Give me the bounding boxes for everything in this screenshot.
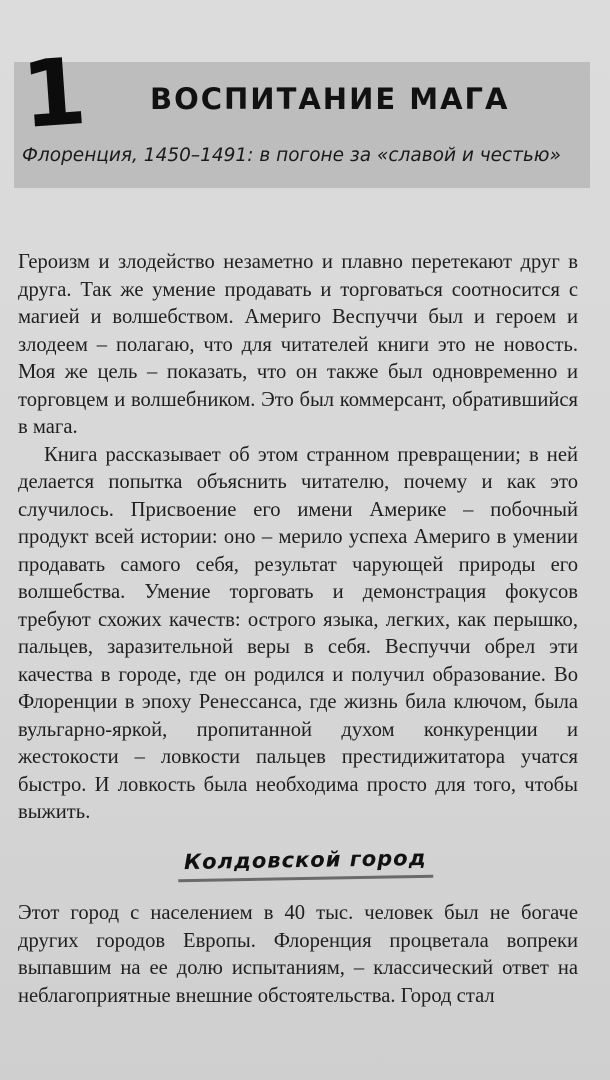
- paragraph: Этот город с населением в 40 тыс. человек был не богаче других городов Европы. Флоренция процветала вопреки выпавшим на ее долю испытаниям, – классический ответ на неблагоприятные внешние обстоятельства. Город стал: [18, 902, 578, 1007]
- section-body-text: [18, 900, 578, 1010]
- chapter-subtitle: Флоренция, 1450–1491: в погоне за «славой и честью»: [22, 145, 561, 166]
- section-heading: [0, 845, 610, 880]
- chapter-number: 1: [18, 37, 90, 150]
- chapter-title: ВОСПИТАНИЕ МАГА: [150, 82, 510, 116]
- chapter-header: [14, 62, 590, 188]
- section-heading-text: Колдовской город: [177, 846, 432, 882]
- paragraph: Книга рассказывает об этом странном превращении; в ней делается попытка объяснить читателю, почему и как это случилось. Присвоение его имени Америке – побочный продукт всей истории: оно – мерило успеха Америго в умении продавать самого себя, результат чарующей природы его волшебства. Умение торговать и демонстрация фокусов требуют схожих качеств: острого языка, легких, как перышко, пальцев, заразительной веры в себя. Веспуччи обрел эти качества в городе, где он родился и получил образование. Во Флоренции в эпоху Ренессанса, где жизнь била ключом, была вульгарно-яркой, пропитанной духом конкуренции и жестокости – ловкости пальцев престидижитатора учатся быстро. И ловкость была необходима просто для того, чтобы выжить.: [18, 443, 578, 823]
- paragraph: Героизм и злодейство незаметно и плавно перетекают друг в друга. Так же умение продавать и торговаться соотносится с магией и волшебством. Америго Веспуччи был и героем и злодеем – полагаю, что для читателей книги это не новость. Моя же цель – показать, что он также был одновременно и торговцем и волшебником. Это был коммерсант, обратившийся в мага.: [18, 251, 578, 438]
- body-text: [18, 249, 578, 827]
